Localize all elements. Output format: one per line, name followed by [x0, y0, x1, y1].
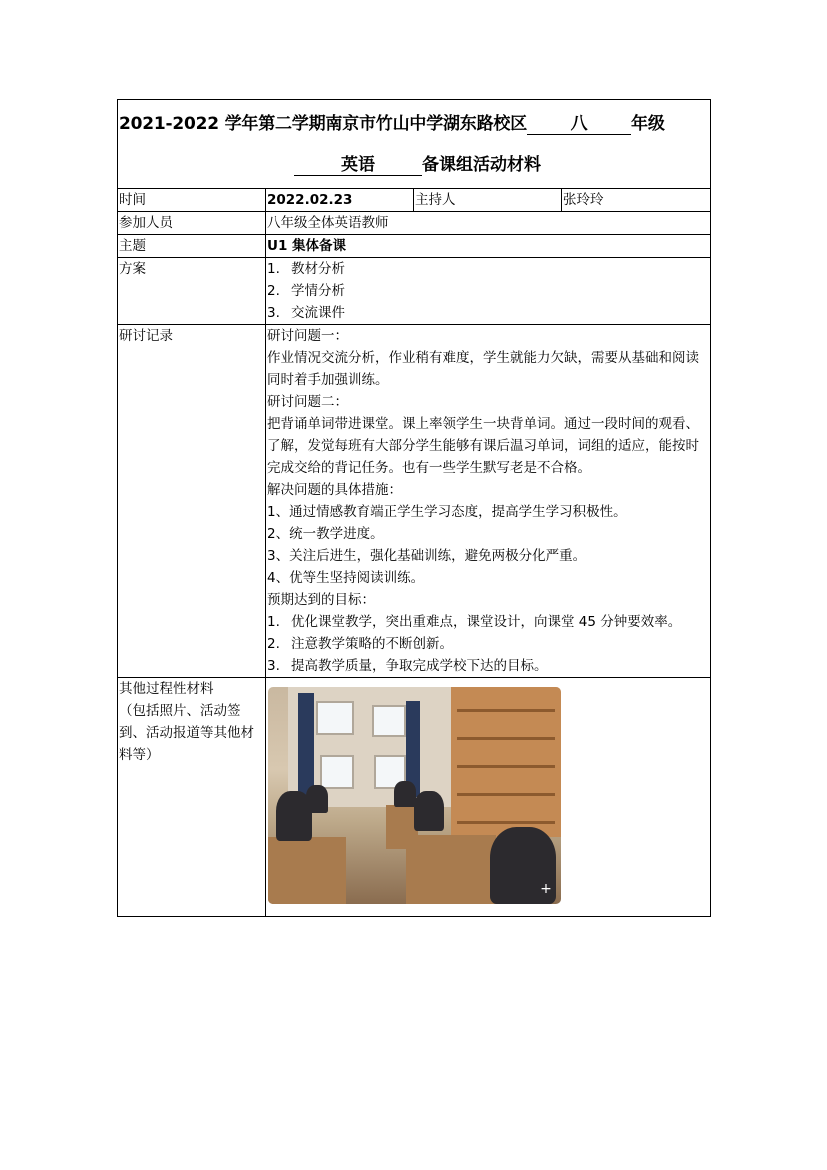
plan-label: 方案: [118, 258, 266, 325]
q2-text: 把背诵单词带进课堂。课上率领学生一块背单词。通过一段时间的观看、了解，发觉每班有大部分学生能够有课后温习单词，词组的适应，能按时完成交给的背记任务。也有一些学生默写老是不合格。: [267, 416, 699, 476]
topic-value: [266, 235, 711, 258]
q2-title: 研讨问题二：: [267, 394, 348, 410]
title-cell: [118, 100, 711, 189]
goals-title: 预期达到的目标：: [267, 592, 375, 608]
measure-item: 3、关注后进生，强化基础训练，避免两极分化严重。: [267, 548, 587, 564]
plus-icon[interactable]: +: [540, 881, 552, 897]
title-line-1: [119, 113, 710, 135]
plan-cell: [266, 258, 711, 325]
goal-item: 2. 注意教学策略的不断创新。: [267, 636, 453, 652]
plan-item: 1. 教材分析: [267, 261, 345, 277]
measure-item: 2、统一教学进度。: [267, 526, 384, 542]
measure-item: 4、优等生坚持阅读训练。: [267, 570, 425, 586]
time-value: 2022.02.23: [266, 189, 414, 212]
other-label: 其他过程性材料: [119, 681, 214, 697]
other-label-cell: [118, 678, 266, 917]
measure-item: 1、通过情感教育端正学生学习态度，提高学生学习积极性。: [267, 504, 627, 520]
record-label: 研讨记录: [118, 325, 266, 678]
other-note: （包括照片、活动签到、活动报道等其他材料等）: [119, 703, 254, 763]
plan-item: 2. 学情分析: [267, 283, 345, 299]
title-line-2: [119, 154, 710, 176]
topic-value-text: U1 集体备课: [267, 238, 347, 254]
plan-item: 3. 交流课件: [267, 305, 345, 321]
photo-cell: [266, 678, 711, 917]
topic-label: 主题: [118, 235, 266, 258]
goal-item: 1. 优化课堂教学，突出重难点，课堂设计，向课堂 45 分钟要效率。: [267, 614, 682, 630]
time-label: 时间: [118, 189, 266, 212]
title-suffix: 备课组活动材料: [422, 155, 541, 175]
participants-label: 参加人员: [118, 212, 266, 235]
grade-suffix: 年级: [631, 114, 665, 134]
q1-text: 作业情况交流分析，作业稍有难度，学生就能力欠缺，需要从基础和阅读同时着手加强训练。: [267, 350, 699, 388]
activity-table: [117, 99, 711, 917]
host-label: 主持人: [414, 189, 562, 212]
grade-blank: 八: [527, 115, 631, 135]
measures-title: 解决问题的具体措施：: [267, 482, 402, 498]
activity-photo[interactable]: [268, 687, 561, 904]
participants-value: 八年级全体英语教师: [266, 212, 711, 235]
title-prefix: 2021-2022 学年第二学期南京市竹山中学湖东路校区: [119, 114, 528, 134]
q1-title: 研讨问题一：: [267, 328, 348, 344]
goal-item: 3. 提高教学质量，争取完成学校下达的目标。: [267, 658, 548, 674]
subject-blank: 英语: [294, 156, 422, 176]
host-value: 张玲玲: [562, 189, 711, 212]
record-cell: [266, 325, 711, 678]
